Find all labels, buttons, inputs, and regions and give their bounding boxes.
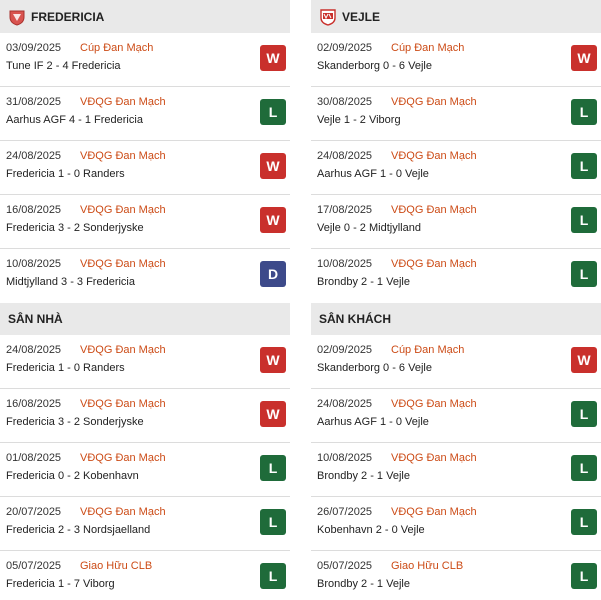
match-row[interactable] xyxy=(0,249,290,303)
match-date: 05/07/2025 xyxy=(6,560,62,572)
match-result-score: Fredericia 2 - 3 Nordsjaelland xyxy=(6,524,151,536)
result-badge: W xyxy=(260,45,286,71)
result-badge: L xyxy=(571,509,597,535)
result-badge: L xyxy=(571,261,597,287)
result-badge: L xyxy=(260,455,286,481)
away-venue-list xyxy=(311,335,601,600)
match-date: 10/08/2025 xyxy=(317,258,373,270)
match-date: 03/09/2025 xyxy=(6,42,62,54)
result-badge: L xyxy=(571,99,597,125)
match-row[interactable] xyxy=(0,33,290,87)
match-row[interactable] xyxy=(311,141,601,195)
match-competition: VĐQG Đan Mạch xyxy=(80,258,166,270)
match-date: 24/08/2025 xyxy=(317,150,373,162)
match-result-score: Fredericia 1 - 0 Randers xyxy=(6,362,125,374)
match-row[interactable] xyxy=(0,497,290,551)
home-recent-list xyxy=(0,33,290,303)
match-result-score: Tune IF 2 - 4 Fredericia xyxy=(6,60,121,72)
result-badge: L xyxy=(260,99,286,125)
match-date: 26/07/2025 xyxy=(317,506,373,518)
match-date: 05/07/2025 xyxy=(317,560,373,572)
match-date: 17/08/2025 xyxy=(317,204,373,216)
match-date: 31/08/2025 xyxy=(6,96,62,108)
match-competition: VĐQG Đan Mạch xyxy=(80,204,166,216)
result-badge: L xyxy=(571,153,597,179)
result-badge: L xyxy=(260,563,286,589)
home-venue-list xyxy=(0,335,290,600)
match-result-score: Skanderborg 0 - 6 Vejle xyxy=(317,60,432,72)
match-competition: VĐQG Đan Mạch xyxy=(391,258,477,270)
match-date: 02/09/2025 xyxy=(317,42,373,54)
match-date: 24/08/2025 xyxy=(317,398,373,410)
match-row[interactable] xyxy=(0,335,290,389)
match-result-score: Fredericia 3 - 2 Sonderjyske xyxy=(6,416,144,428)
match-competition: VĐQG Đan Mạch xyxy=(80,506,166,518)
fredericia-crest-icon xyxy=(8,8,26,26)
away-team-header xyxy=(311,0,601,33)
match-result-score: Brondby 2 - 1 Vejle xyxy=(317,276,410,288)
match-date: 20/07/2025 xyxy=(6,506,62,518)
result-badge: W xyxy=(571,45,597,71)
match-result-score: Fredericia 0 - 2 Kobenhavn xyxy=(6,470,139,482)
away-recent-list xyxy=(311,33,601,303)
result-badge: L xyxy=(571,207,597,233)
match-competition: VĐQG Đan Mạch xyxy=(80,150,166,162)
result-badge: L xyxy=(260,509,286,535)
match-competition: VĐQG Đan Mạch xyxy=(391,506,477,518)
match-date: 10/08/2025 xyxy=(6,258,62,270)
away-recent-section xyxy=(311,0,601,302)
home-recent-section xyxy=(0,0,290,302)
match-result-score: Aarhus AGF 4 - 1 Fredericia xyxy=(6,114,143,126)
match-result-score: Fredericia 1 - 0 Randers xyxy=(6,168,125,180)
match-result-score: Brondby 2 - 1 Vejle xyxy=(317,578,410,590)
match-row[interactable] xyxy=(311,443,601,497)
match-competition: Cúp Đan Mạch xyxy=(391,42,465,54)
match-competition: VĐQG Đan Mạch xyxy=(80,452,166,464)
match-row[interactable] xyxy=(0,87,290,141)
match-result-score: Skanderborg 0 - 6 Vejle xyxy=(317,362,432,374)
result-badge: W xyxy=(260,153,286,179)
away-team-column xyxy=(311,0,601,600)
match-competition: Cúp Đan Mạch xyxy=(80,42,154,54)
away-team-name: VEJLE xyxy=(342,9,381,24)
result-badge: L xyxy=(571,455,597,481)
result-badge: L xyxy=(571,563,597,589)
match-competition: VĐQG Đan Mạch xyxy=(391,398,477,410)
away-venue-header xyxy=(311,302,601,335)
result-badge: W xyxy=(260,401,286,427)
match-result-score: Fredericia 1 - 7 Viborg xyxy=(6,578,115,590)
match-row[interactable] xyxy=(311,195,601,249)
match-date: 02/09/2025 xyxy=(317,344,373,356)
result-badge: D xyxy=(260,261,286,287)
match-result-score: Aarhus AGF 1 - 0 Vejle xyxy=(317,168,429,180)
match-competition: Giao Hữu CLB xyxy=(80,560,153,572)
match-row[interactable] xyxy=(311,87,601,141)
match-competition: Giao Hữu CLB xyxy=(391,560,464,572)
match-result-score: Brondby 2 - 1 Vejle xyxy=(317,470,410,482)
match-row[interactable] xyxy=(311,389,601,443)
result-badge: L xyxy=(571,401,597,427)
home-venue-header xyxy=(0,302,290,335)
match-date: 16/08/2025 xyxy=(6,204,62,216)
vejle-crest-icon xyxy=(319,8,337,26)
match-date: 24/08/2025 xyxy=(6,150,62,162)
result-badge: W xyxy=(571,347,597,373)
match-date: 01/08/2025 xyxy=(6,452,62,464)
match-date: 16/08/2025 xyxy=(6,398,62,410)
match-date: 24/08/2025 xyxy=(6,344,62,356)
match-date: 10/08/2025 xyxy=(317,452,373,464)
match-result-score: Aarhus AGF 1 - 0 Vejle xyxy=(317,416,429,428)
home-venue-title: SÂN NHÀ xyxy=(8,311,63,326)
match-result-score: Vejle 1 - 2 Viborg xyxy=(317,114,401,126)
match-row[interactable] xyxy=(311,497,601,551)
match-result-score: Kobenhavn 2 - 0 Vejle xyxy=(317,524,425,536)
match-competition: VĐQG Đan Mạch xyxy=(80,96,166,108)
match-competition: VĐQG Đan Mạch xyxy=(391,452,477,464)
match-result-score: Vejle 0 - 2 Midtjylland xyxy=(317,222,421,234)
match-row[interactable] xyxy=(0,389,290,443)
match-competition: Cúp Đan Mạch xyxy=(391,344,465,356)
match-competition: VĐQG Đan Mạch xyxy=(391,96,477,108)
result-badge: W xyxy=(260,207,286,233)
home-team-name: FREDERICIA xyxy=(31,9,105,24)
result-badge: W xyxy=(260,347,286,373)
home-team-header xyxy=(0,0,290,33)
match-row[interactable] xyxy=(0,141,290,195)
match-competition: VĐQG Đan Mạch xyxy=(391,204,477,216)
match-row[interactable] xyxy=(311,33,601,87)
match-row[interactable] xyxy=(311,551,601,600)
away-venue-section xyxy=(311,302,601,600)
home-team-column xyxy=(0,0,290,600)
match-row[interactable] xyxy=(311,249,601,303)
match-row[interactable] xyxy=(0,443,290,497)
match-row[interactable] xyxy=(311,335,601,389)
home-venue-section xyxy=(0,302,290,600)
away-venue-title: SÂN KHÁCH xyxy=(319,311,391,326)
match-competition: VĐQG Đan Mạch xyxy=(80,344,166,356)
match-competition: VĐQG Đan Mạch xyxy=(391,150,477,162)
match-row[interactable] xyxy=(0,195,290,249)
match-competition: VĐQG Đan Mạch xyxy=(80,398,166,410)
match-row[interactable] xyxy=(0,551,290,600)
match-date: 30/08/2025 xyxy=(317,96,373,108)
match-result-score: Fredericia 3 - 2 Sonderjyske xyxy=(6,222,144,234)
match-result-score: Midtjylland 3 - 3 Fredericia xyxy=(6,276,135,288)
